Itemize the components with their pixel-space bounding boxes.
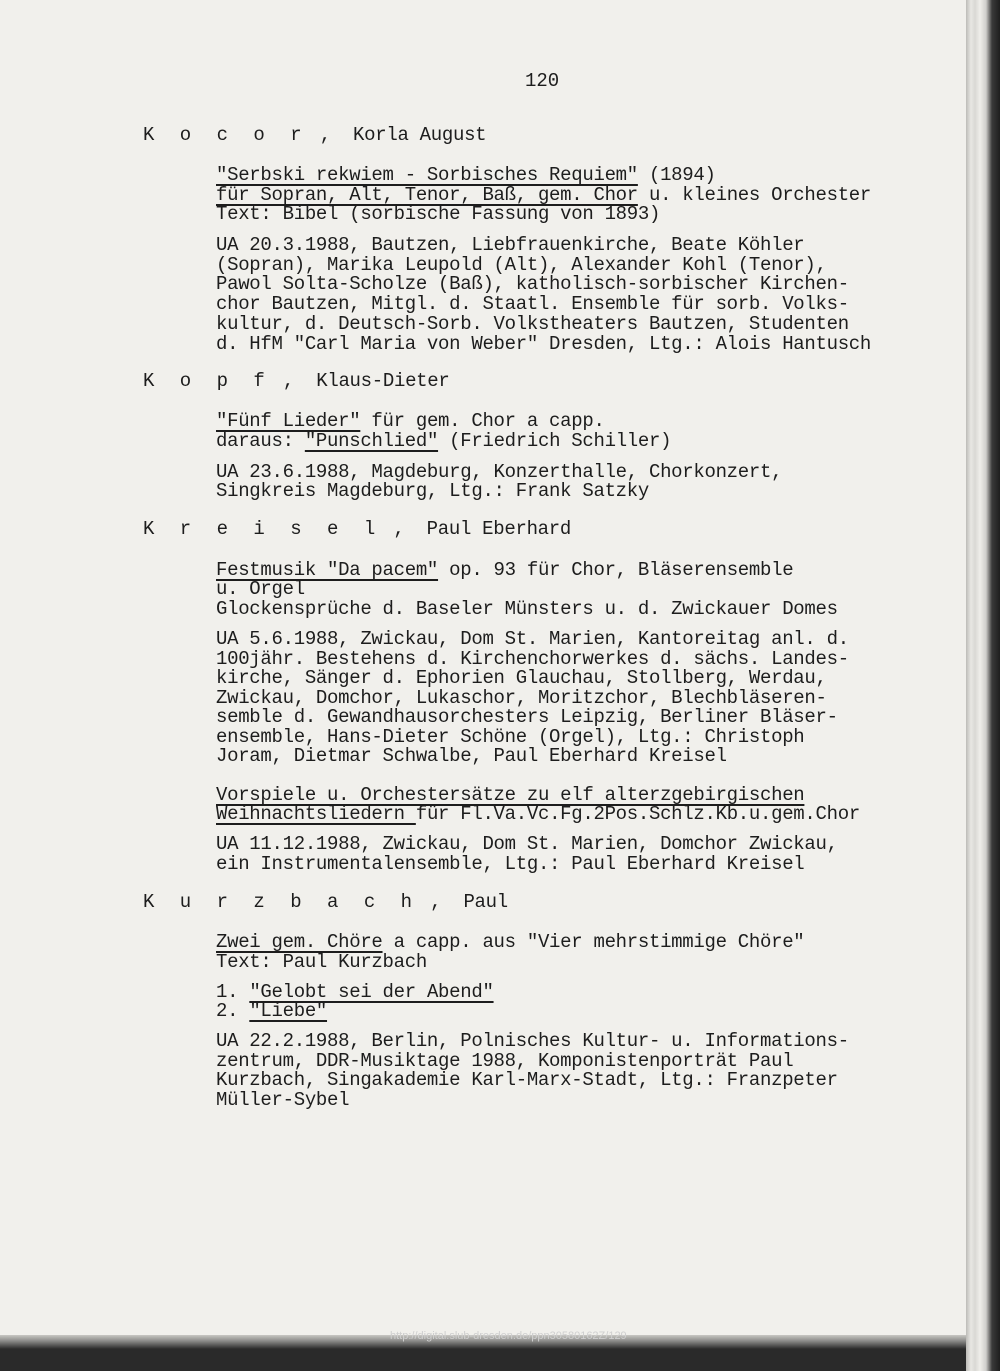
composer-heading-kopf: K o p f , Klaus-Dieter (143, 370, 450, 392)
premiere-line: Müller-Sybel (216, 1089, 350, 1111)
work-item: 1. "Gelobt sei der Abend" (216, 981, 494, 1003)
work-text-line: Text: Bibel (sorbische Fassung von 1893) (216, 203, 661, 225)
composer-heading-kocor: K o c o r , Korla August (143, 124, 487, 146)
work-text-line: Text: Paul Kurzbach (216, 951, 427, 973)
premiere-line: Joram, Dietmar Schwalbe, Paul Eberhard Kreisel (216, 745, 727, 767)
premiere-line: UA 23.6.1988, Magdeburg, Konzerthalle, Chorkonzert, (216, 461, 783, 483)
premiere-line: UA 11.12.1988, Zwickau, Dom St. Marien, Domchor Zwickau, (216, 833, 838, 855)
book-edge (966, 0, 1000, 1371)
page-number: 120 (525, 70, 560, 92)
premiere-line: Pawol Solta-Scholze (Baß), katholisch-sorbischer Kirchen- (216, 273, 849, 295)
work-title: Zwei gem. Chöre (216, 931, 383, 953)
premiere-line: (Sopran), Marika Leupold (Alt), Alexander Kohl (Tenor), (216, 254, 827, 276)
work-title-line (216, 785, 804, 805)
premiere-line: d. HfM "Carl Maria von Weber" Dresden, Ltg.: Alois Hantusch (216, 333, 872, 355)
work-title: Vorspiele u. Orchestersätze zu elf alterzgebirgischen (216, 784, 805, 806)
composer-given-name: Paul (463, 891, 508, 913)
premiere-line: chor Bautzen, Mitgl. d. Staatl. Ensemble für sorb. Volks- (216, 293, 849, 315)
premiere-line: zentrum, DDR-Musiktage 1988, Komponistenporträt Paul (216, 1050, 794, 1072)
composer-given-name: Klaus-Dieter (316, 370, 450, 392)
premiere-line: ein Instrumentalensemble, Ltg.: Paul Eberhard Kreisel (216, 853, 805, 875)
premiere-line: 100jähr. Bestehens d. Kirchenchorwerkes d. sächs. Landes- (216, 648, 849, 670)
work-title-line: Zwei gem. Chöre a capp. aus "Vier mehrstimmige Chöre" (216, 931, 805, 953)
composer-heading-kreisel: K r e i s e l , Paul Eberhard (143, 518, 571, 540)
work-title: "Serbski rekwiem - Sorbisches Requiem" (216, 164, 638, 186)
work-title-line: "Fünf Lieder" für gem. Chor a capp. (216, 410, 605, 432)
composer-surname: K o p f (143, 370, 272, 392)
composer-given-name: Paul Eberhard (426, 518, 571, 540)
work-title-line: "Serbski rekwiem - Sorbisches Requiem" (1894) (216, 164, 716, 186)
premiere-line: ensemble, Hans-Dieter Schöne (Orgel), Ltg.: Christoph (216, 726, 805, 748)
composer-surname: K r e i s e l (143, 518, 383, 540)
composer-surname: K o c o r (143, 124, 309, 146)
premiere-line: kirche, Sänger d. Ephorien Glauchau, Stollberg, Werdau, (216, 667, 827, 689)
premiere-line: Singkreis Magdeburg, Ltg.: Frank Satzky (216, 480, 649, 502)
composer-surname: K u r z b a c h (143, 891, 420, 913)
premiere-line: UA 22.2.1988, Berlin, Polnisches Kultur- u. Informations- (216, 1030, 849, 1052)
work-title-line: Festmusik "Da pacem" op. 93 für Chor, Bläserensemble (216, 559, 794, 581)
work-scoring-line: u. Orgel (216, 578, 305, 600)
work-excerpt-line: daraus: "Punschlied" (Friedrich Schiller) (216, 430, 672, 452)
footer-url: http://digital.slub-dresden.de/ppn30580162Z/129 (390, 1330, 627, 1342)
work-item: 2. "Liebe" (216, 1000, 328, 1022)
work-title: Festmusik "Da pacem" (216, 559, 439, 581)
premiere-line: Zwickau, Domchor, Lukaschor, Moritzchor, Blechbläseren- (216, 687, 827, 709)
premiere-line: kultur, d. Deutsch-Sorb. Volkstheaters Bautzen, Studenten (216, 313, 849, 335)
composer-given-name: Korla August (353, 124, 487, 146)
premiere-line: UA 20.3.1988, Bautzen, Liebfrauenkirche, Beate Köhler (216, 234, 805, 256)
work-scoring-line: Weihnachtsliedern für Fl.Va.Vc.Fg.2Pos.Schlz.Kb.u.gem.Chor (216, 803, 860, 825)
composer-heading-kurzbach: K u r z b a c h , Paul (143, 891, 508, 913)
premiere-line: Kurzbach, Singakademie Karl-Marx-Stadt, Ltg.: Franzpeter (216, 1069, 838, 1091)
premiere-line: semble d. Gewandhausorchesters Leipzig, Berliner Bläser- (216, 706, 838, 728)
work-title: "Fünf Lieder" (216, 410, 361, 432)
premiere-line: UA 5.6.1988, Zwickau, Dom St. Marien, Kantoreitag anl. d. (216, 628, 849, 650)
work-scoring-line: für Sopran, Alt, Tenor, Baß, gem. Chor u. kleines Orchester (216, 184, 872, 206)
work-text-line: Glockensprüche d. Baseler Münsters u. d. Zwickauer Domes (216, 598, 838, 620)
